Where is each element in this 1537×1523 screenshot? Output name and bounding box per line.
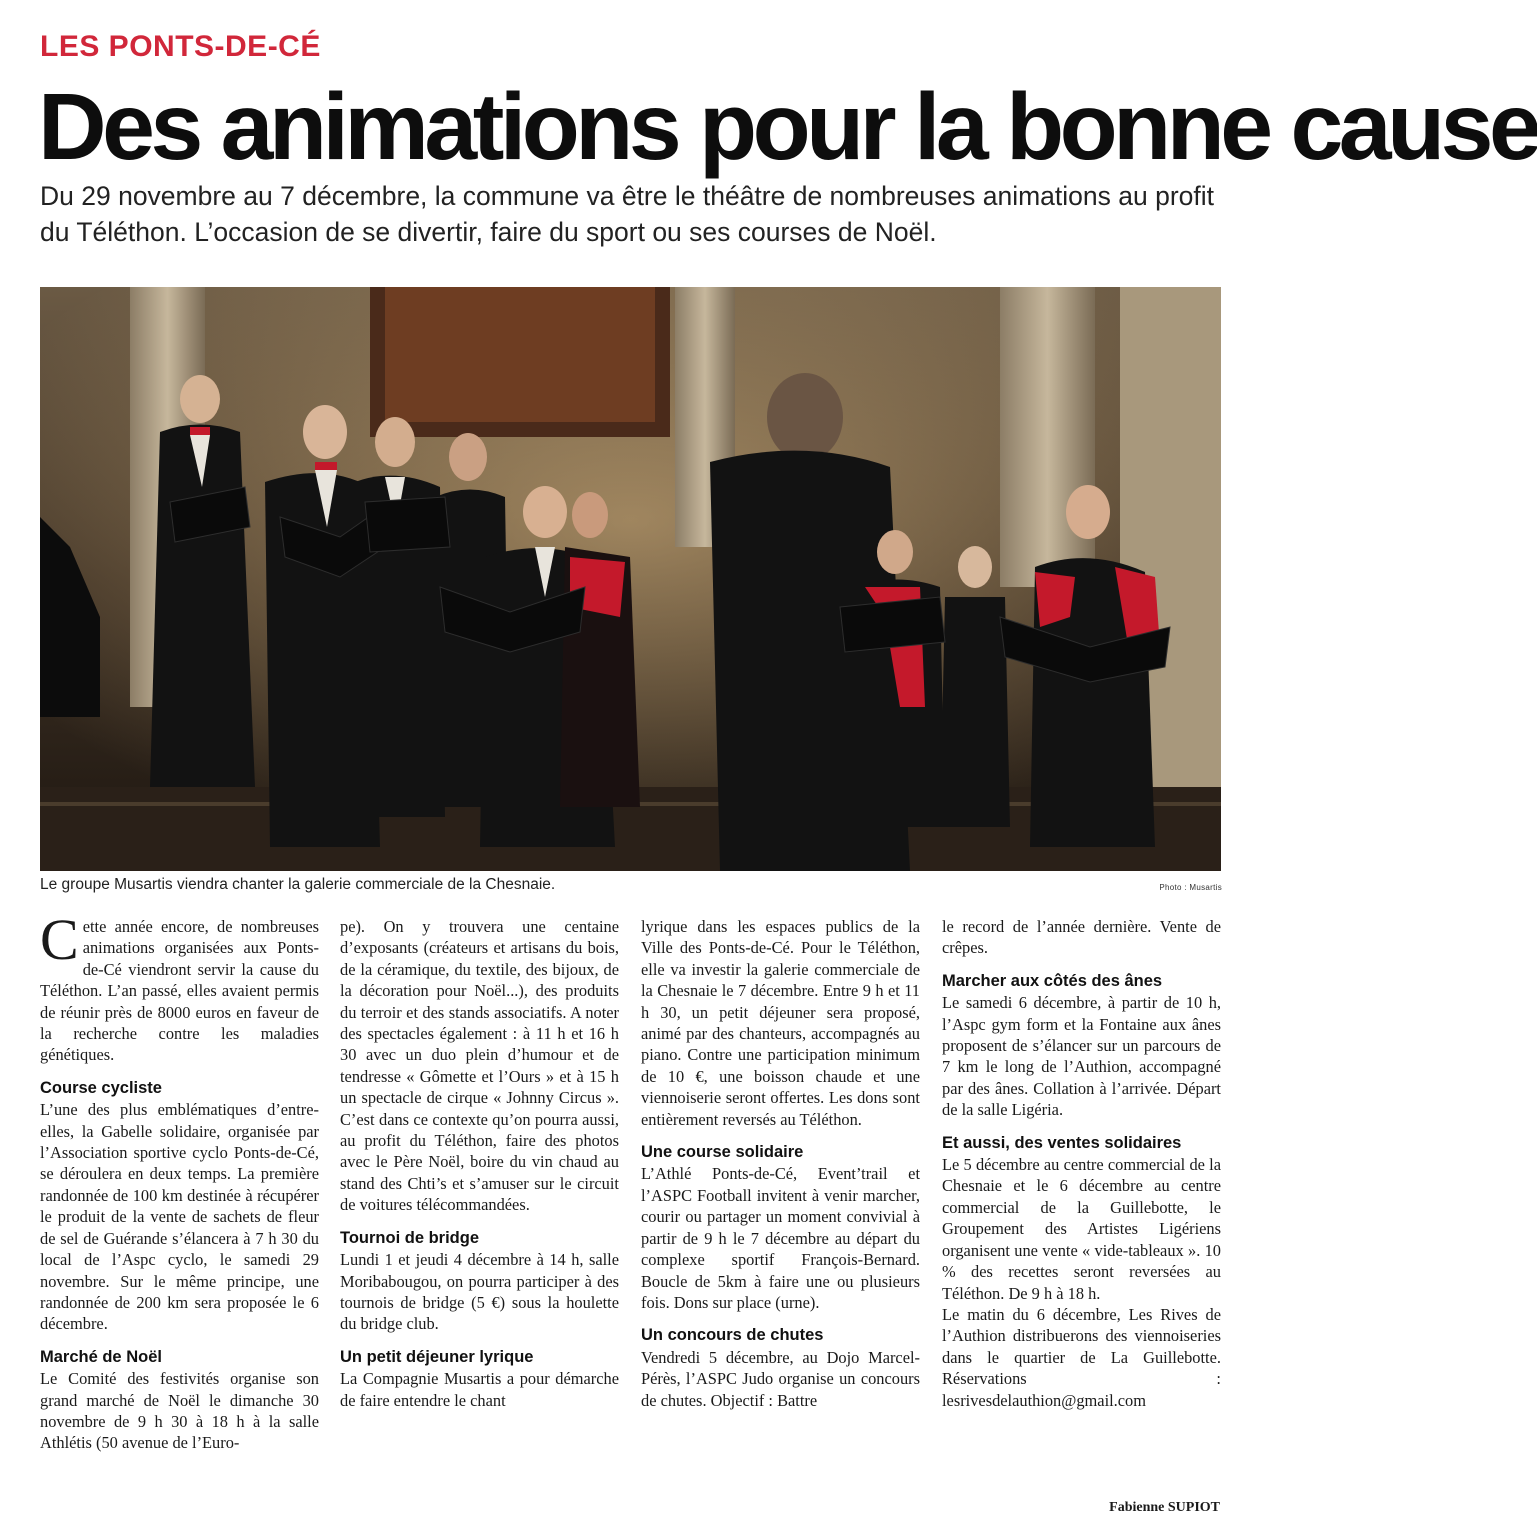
subhead-petit-dejeuner: Un petit déjeuner lyrique bbox=[340, 1347, 534, 1366]
intro-text: ette année encore, de nombreuses animations organisées aux Ponts-de-Cé viendront servir la cause du Téléthon. L’an passé, elles avaient permis de réunir près de 8000 euros en faveur de la recherche contre les maladies génétiques. bbox=[40, 917, 319, 1065]
paragraph: lyrique dans les espaces publics de la Ville des Ponts-de-Cé. Pour le Téléthon, elle va investir la galerie commerciale de la Chesnaie le 7 décembre. Entre 9 h et 11 h 30, un petit déjeuner sera proposé, animé par des chanteurs, accompagnés au piano. Contre une participation minimum de 10 €, une boisson chaude et une viennoiserie seront offertes. Les dons sont entièrement reversés au Téléthon. bbox=[641, 917, 920, 1129]
standfirst: Du 29 novembre au 7 décembre, la commune va être le théâtre de nombreuses animations au profit du Téléthon. L’occasion de se divertir, faire du sport ou ses courses de Noël. bbox=[40, 181, 1215, 247]
photo-caption: Le groupe Musartis viendra chanter la galerie commerciale de la Chesnaie. bbox=[40, 876, 556, 893]
subhead-concours-de-chutes: Un concours de chutes bbox=[641, 1326, 824, 1345]
author-signature: Fabienne SUPIOT bbox=[1109, 1500, 1220, 1515]
column-2 bbox=[340, 916, 619, 1411]
subhead-tournoi-de-bridge: Tournoi de bridge bbox=[340, 1228, 480, 1247]
paragraph: Le matin du 6 décembre, Les Rives de l’Authion distribuerons des viennoiseries dans le quartier de La Guillebotte. Réservations : lesrivesdelauthion@gmail.com bbox=[942, 1304, 1221, 1410]
paragraph: pe). On y trouvera une centaine d’exposants (créateurs et artisans du bois, de la céramique, du textile, des bijoux, de la décoration pour Noël...), des produits du terroir et des stands associatifs. A noter des spectacles également : à 11 h et 16 h 30 avec un duo plein d’humour et de tendresse « Gômette et l’Ours » et à 15 h un spectacle de cirque « Johnny Circus ». C’est dans ce contexte qu’on pourra aussi, au profit du Téléthon, faire des photos avec le Père Noël, boire du vin chaud au stand des Chti’s et s’amuser sur le circuit de voitures télécommandées. bbox=[340, 917, 619, 1215]
paragraph: Le samedi 6 décembre, à partir de 10 h, l’Aspc gym form et la Fontaine aux ânes proposent de s’élancer sur un parcours de 7 km le long de l’Authion, accompagné par des ânes. Collation à l’arrivée. Départ de la salle Ligéria. bbox=[942, 993, 1221, 1120]
photo-credit: Photo : Musartis bbox=[1159, 883, 1222, 892]
subhead-ventes-solidaires: Et aussi, des ventes solidaires bbox=[942, 1133, 1182, 1152]
column-3 bbox=[641, 916, 920, 1411]
intro-paragraph bbox=[40, 907, 319, 1066]
paragraph: Le Comité des festivités organise son grand marché de Noël le dimanche 30 novembre de 9 h 30 à 18 h à la salle Athlétis (50 avenue de l’Euro- bbox=[40, 1369, 319, 1453]
subhead-course-solidaire: Une course solidaire bbox=[641, 1143, 804, 1162]
subhead-course-cycliste: Course cycliste bbox=[40, 1078, 162, 1097]
section-kicker: LES PONTS-DE-CÉ bbox=[40, 30, 321, 63]
choir-photo-illustration bbox=[40, 287, 1221, 871]
paragraph: La Compagnie Musartis a pour démarche de faire entendre le chant bbox=[340, 1369, 619, 1410]
column-4 bbox=[942, 916, 1221, 1411]
subhead-marche-de-noel: Marché de Noël bbox=[40, 1347, 162, 1366]
drop-cap: C bbox=[40, 907, 79, 972]
choir-photo bbox=[40, 287, 1221, 871]
paragraph: Vendredi 5 décembre, au Dojo Marcel-Pérès, l’ASPC Judo organise un concours de chutes. Objectif : Battre bbox=[641, 1347, 920, 1410]
headline: Des animations pour la bonne cause bbox=[38, 74, 1537, 180]
paragraph: L’une des plus emblématiques d’entre-elles, la Gabelle solidaire, organisée par l’Association sportive cyclo Ponts-de-Cé, se déroulera en deux temps. La première randonnée de 100 km destinée à récupérer le produit de la vente de sachets de fleur de sel de Guérande s’élancera à 7 h 30 du local de l’Aspc cyclo, le samedi 29 novembre. Sur le même principe, une randonnée de 200 km sera proposée le 6 décembre. bbox=[40, 1100, 319, 1334]
column-1 bbox=[40, 907, 319, 1454]
paragraph: Le 5 décembre au centre commercial de la Chesnaie et le 6 décembre au centre commercial de la Guillebotte, le Groupement des Artistes Ligériens organisent une vente « vide-tableaux ». 10 % des recettes seront reversées au Téléthon. De 9 h à 18 h. bbox=[942, 1155, 1221, 1303]
paragraph: L’Athlé Ponts-de-Cé, Event’trail et l’ASPC Football invitent à venir marcher, courir ou partager un moment convivial à partir de 9 h le 7 décembre au départ du complexe sportif François-Bernard. Boucle de 5km à faire une ou plusieurs fois. Dons sur place (urne). bbox=[641, 1164, 920, 1312]
paragraph: le record de l’année dernière. Vente de crêpes. bbox=[942, 917, 1221, 958]
subhead-marcher-anes: Marcher aux côtés des ânes bbox=[942, 971, 1163, 990]
paragraph: Lundi 1 et jeudi 4 décembre à 14 h, salle Moribabougou, on pourra participer à des tournois de bridge (5 €) sous la houlette du bridge club. bbox=[340, 1250, 619, 1334]
